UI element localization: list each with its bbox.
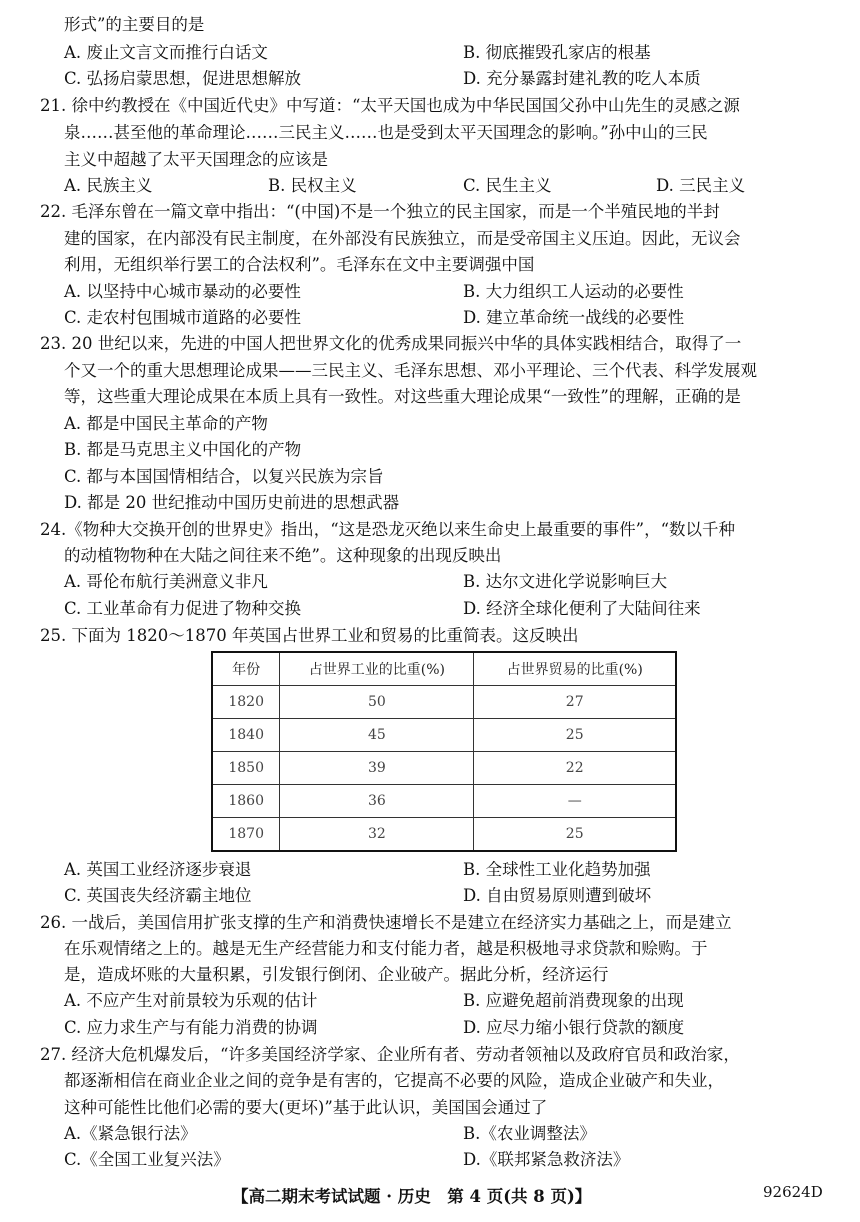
- table-cell: 50: [280, 686, 474, 719]
- q27-stem-line-1: 27. 经济大危机爆发后，“许多美国经济学家、企业所有者、劳动者领袖以及政府官员和政治家，: [40, 1045, 740, 1064]
- page-footer: 【高二期末考试试题 · 历史 第 4 页(共 8 页)】: [232, 1187, 592, 1206]
- table-cell: 25: [474, 719, 676, 752]
- q20-stem-line: 形式”的主要目的是: [64, 15, 205, 34]
- q26-stem-line-2: 在乐观情绪之上的。越是无生产经营能力和支付能力者，越是积极地寻求贷款和赊购。于: [64, 939, 708, 958]
- q23-stem-line-2: 个又一个的重大思想理论成果——三民主义、毛泽东思想、邓小平理论、三个代表、科学发展观: [64, 361, 757, 380]
- table-header-industry-share: 占世界工业的比重(%): [280, 652, 474, 686]
- q25-stem-line: 25. 下面为 1820～1870 年英国占世界工业和贸易的比重简表。这反映出: [40, 626, 579, 645]
- q21-stem-line-1: 21. 徐中约教授在《中国近代史》中写道：“太平天国也成为中华民国国父孙中山先生的灵感之源: [40, 96, 740, 115]
- q21-option-a: A. 民族主义: [64, 176, 153, 195]
- q21-stem-line-3: 主义中超越了太平天国理念的应该是: [64, 150, 328, 169]
- q25-data-table: [211, 651, 677, 852]
- q22-option-b: B. 大力组织工人运动的必要性: [463, 282, 684, 301]
- q20-option-d: D. 充分暴露封建礼教的吃人本质: [463, 69, 701, 88]
- q25-option-d: D. 自由贸易原则遭到破坏: [463, 886, 652, 905]
- q22-option-a: A. 以坚持中心城市暴动的必要性: [64, 282, 301, 301]
- q23-stem-line-1: 23. 20 世纪以来，先进的中国人把世界文化的优秀成果同振兴中华的具体实践相结合，取得了一: [40, 334, 742, 353]
- table-cell: 36: [280, 785, 474, 818]
- q24-stem-line-2: 的动植物物种在大陆之间往来不绝”。这种现象的出现反映出: [64, 546, 502, 565]
- table-cell: 1820: [212, 686, 280, 719]
- q25-option-a: A. 英国工业经济逐步衰退: [64, 860, 252, 879]
- q26-option-d: D. 应尽力缩小银行贷款的额度: [463, 1018, 685, 1037]
- table-header-row: [212, 652, 676, 686]
- table-row: [212, 686, 676, 719]
- q27-option-a: A.《紧急银行法》: [64, 1124, 197, 1143]
- q21-stem-line-2: 泉……甚至他的革命理论……三民主义……也是受到太平天国理念的影响。”孙中山的三民: [64, 123, 708, 142]
- q26-option-b: B. 应避免超前消费现象的出现: [463, 991, 684, 1010]
- table-row: [212, 785, 676, 818]
- table-cell: 1860: [212, 785, 280, 818]
- q26-stem-line-1: 26. 一战后，美国信用扩张支撑的生产和消费快速增长不是建立在经济实力基础之上，而是建立: [40, 913, 732, 932]
- table-cell: 45: [280, 719, 474, 752]
- q23-option-a: A. 都是中国民主革命的产物: [64, 414, 268, 433]
- q27-stem-line-3: 这种可能性比他们必需的要大(更坏)”基于此认识，美国国会通过了: [64, 1098, 548, 1117]
- q21-option-b: B. 民权主义: [268, 176, 357, 195]
- table-cell: 1840: [212, 719, 280, 752]
- table-cell: 32: [280, 818, 474, 852]
- q23-option-b: B. 都是马克思主义中国化的产物: [64, 440, 302, 459]
- q23-option-d: D. 都是 20 世纪推动中国历史前进的思想武器: [64, 493, 400, 512]
- table-header-year: 年份: [212, 652, 280, 686]
- q21-option-c: C. 民生主义: [463, 176, 552, 195]
- q24-option-b: B. 达尔文进化学说影响巨大: [463, 572, 668, 591]
- q21-option-d: D. 三民主义: [656, 176, 746, 195]
- q26-option-a: A. 不应产生对前景较为乐观的估计: [64, 991, 318, 1010]
- table-header-trade-share: 占世界贸易的比重(%): [474, 652, 676, 686]
- table-cell: 39: [280, 752, 474, 785]
- q22-stem-line-2: 建的国家，在内部没有民主制度，在外部没有民族独立，而是受帝国主义压迫。因此，无议会: [64, 229, 741, 248]
- q22-option-d: D. 建立革命统一战线的必要性: [463, 308, 685, 327]
- q24-option-c: C. 工业革命有力促进了物种交换: [64, 599, 302, 618]
- q26-stem-line-3: 是，造成坏账的大量积累，引发银行倒闭、企业破产。据此分析，经济运行: [64, 965, 609, 984]
- q22-option-c: C. 走农村包围城市道路的必要性: [64, 308, 302, 327]
- table-cell: 22: [474, 752, 676, 785]
- q24-stem-line-1: 24.《物种大交换开创的世界史》指出，“这是恐龙灭绝以来生命史上最重要的事件”，“数以千种: [40, 520, 736, 539]
- table-row: [212, 752, 676, 785]
- q24-option-a: A. 哥伦布航行美洲意义非凡: [64, 572, 268, 591]
- q22-stem-line-3: 利用，无组织举行罢工的合法权利”。毛泽东在文中主要调强中国: [64, 255, 535, 274]
- q26-option-c: C. 应力求生产与有能力消费的协调: [64, 1018, 318, 1037]
- q27-option-b: B.《农业调整法》: [463, 1124, 596, 1143]
- q23-stem-line-3: 等，这些重大理论成果在本质上具有一致性。对这些重大理论成果“一致性”的理解，正确的是: [64, 387, 741, 406]
- table-cell: —: [474, 785, 676, 818]
- table-cell: 1870: [212, 818, 280, 852]
- exam-code: 92624D: [763, 1183, 823, 1201]
- q20-option-c: C. 弘扬启蒙思想，促进思想解放: [64, 69, 302, 88]
- q22-stem-line-1: 22. 毛泽东曾在一篇文章中指出：“(中国)不是一个独立的民主国家，而是一个半殖民地的半封: [40, 202, 720, 221]
- q20-option-b: B. 彻底摧毁孔家店的根基: [463, 43, 651, 62]
- q27-stem-line-2: 都逐渐相信在商业企业之间的竞争是有害的，它提高不必要的风险，造成企业破产和失业，: [64, 1071, 724, 1090]
- q20-option-a: A. 废止文言文而推行白话文: [64, 43, 268, 62]
- table-cell: 25: [474, 818, 676, 852]
- q27-option-c: C.《全国工业复兴法》: [64, 1150, 230, 1169]
- q25-option-b: B. 全球性工业化趋势加强: [463, 860, 651, 879]
- q27-option-d: D.《联邦紧急救济法》: [463, 1150, 630, 1169]
- table-row: [212, 719, 676, 752]
- q23-option-c: C. 都与本国国情相结合，以复兴民族为宗旨: [64, 467, 384, 486]
- table-row: [212, 818, 676, 852]
- q25-option-c: C. 英国丧失经济霸主地位: [64, 886, 252, 905]
- table-cell: 27: [474, 686, 676, 719]
- table-cell: 1850: [212, 752, 280, 785]
- q24-option-d: D. 经济全球化便利了大陆间往来: [463, 599, 701, 618]
